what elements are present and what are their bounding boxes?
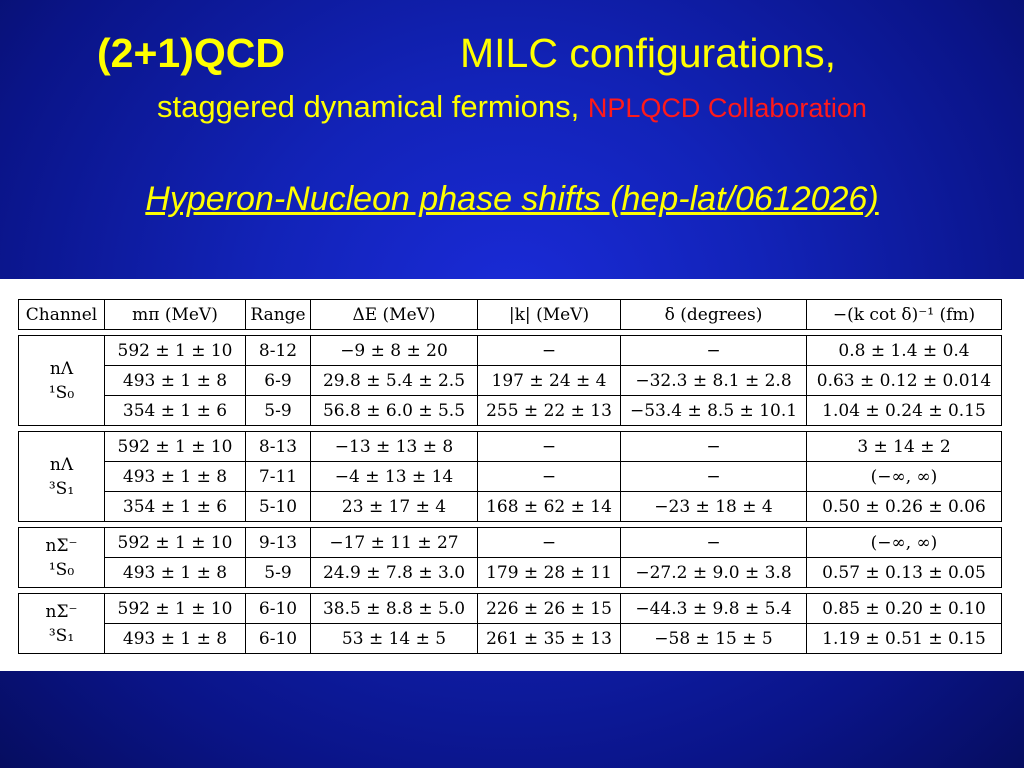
range-cell: 7-11: [246, 462, 311, 492]
channel-cell: [19, 336, 105, 426]
range-cell: 8-12: [246, 336, 311, 366]
channel-name: nΛ: [49, 454, 74, 475]
phase-shift-cell: −27.2 ± 9.0 ± 3.8: [621, 558, 807, 588]
table-row: [19, 558, 1002, 588]
inverse-kcot-cell: 1.04 ± 0.24 ± 0.15: [807, 396, 1002, 426]
inverse-kcot-cell: 3 ± 14 ± 2: [807, 432, 1002, 462]
channel-state: ¹S₀: [48, 382, 75, 403]
momentum-cell: 168 ± 62 ± 14: [478, 492, 621, 522]
phase-shift-cell: −58 ± 15 ± 5: [621, 624, 807, 654]
energy-shift-cell: −17 ± 11 ± 27: [311, 528, 478, 558]
pion-mass-cell: 493 ± 1 ± 8: [105, 366, 246, 396]
momentum-cell: 226 ± 26 ± 15: [478, 594, 621, 624]
phase-shift-cell: −32.3 ± 8.1 ± 2.8: [621, 366, 807, 396]
phase-shift-cell: −53.4 ± 8.5 ± 10.1: [621, 396, 807, 426]
inverse-kcot-cell: 0.50 ± 0.26 ± 0.06: [807, 492, 1002, 522]
header-inverse-kcot: −(k cot δ)⁻¹ (fm): [807, 300, 1002, 330]
energy-shift-cell: −13 ± 13 ± 8: [311, 432, 478, 462]
table-row: [19, 396, 1002, 426]
range-cell: 6-9: [246, 366, 311, 396]
range-cell: 9-13: [246, 528, 311, 558]
header-phase-shift: δ (degrees): [621, 300, 807, 330]
channel-cell: [19, 594, 105, 654]
energy-shift-cell: 23 ± 17 ± 4: [311, 492, 478, 522]
energy-shift-cell: 56.8 ± 6.0 ± 5.5: [311, 396, 478, 426]
range-cell: 5-10: [246, 492, 311, 522]
slide-title-line2: [0, 88, 1024, 127]
pion-mass-cell: 592 ± 1 ± 10: [105, 594, 246, 624]
momentum-cell: 197 ± 24 ± 4: [478, 366, 621, 396]
inverse-kcot-cell: 0.8 ± 1.4 ± 0.4: [807, 336, 1002, 366]
inverse-kcot-cell: 1.19 ± 0.51 ± 0.15: [807, 624, 1002, 654]
table-row: [19, 432, 1002, 462]
range-cell: 5-9: [246, 396, 311, 426]
table-row: [19, 528, 1002, 558]
energy-shift-cell: 24.9 ± 7.8 ± 3.0: [311, 558, 478, 588]
channel-cell: [19, 528, 105, 588]
table-panel: [0, 279, 1024, 671]
phase-shift-cell: −: [621, 462, 807, 492]
header-channel: Channel: [19, 300, 105, 330]
channel-name: nΣ⁻: [45, 535, 78, 556]
table-row: [19, 366, 1002, 396]
phase-shift-cell: −: [621, 432, 807, 462]
title-milc: MILC configurations,: [460, 30, 837, 76]
channel-state: ³S₁: [48, 478, 75, 499]
inverse-kcot-cell: (−∞, ∞): [807, 462, 1002, 492]
pion-mass-cell: 493 ± 1 ± 8: [105, 462, 246, 492]
channel-state: ³S₁: [48, 625, 75, 646]
inverse-kcot-cell: (−∞, ∞): [807, 528, 1002, 558]
pion-mass-cell: 592 ± 1 ± 10: [105, 528, 246, 558]
phase-shift-cell: −: [621, 336, 807, 366]
pion-mass-cell: 493 ± 1 ± 8: [105, 558, 246, 588]
energy-shift-cell: 53 ± 14 ± 5: [311, 624, 478, 654]
pion-mass-cell: 354 ± 1 ± 6: [105, 396, 246, 426]
header-energy-shift: ΔE (MeV): [311, 300, 478, 330]
phase-shift-cell: −: [621, 528, 807, 558]
table-row: [19, 624, 1002, 654]
momentum-cell: 261 ± 35 ± 13: [478, 624, 621, 654]
pion-mass-cell: 354 ± 1 ± 6: [105, 492, 246, 522]
phase-shift-cell: −23 ± 18 ± 4: [621, 492, 807, 522]
channel-state: ¹S₀: [48, 559, 75, 580]
header-momentum: |k| (MeV): [478, 300, 621, 330]
table-header-row: [19, 300, 1002, 330]
momentum-cell: −: [478, 462, 621, 492]
header-pion-mass: mπ (MeV): [105, 300, 246, 330]
momentum-cell: 255 ± 22 ± 13: [478, 396, 621, 426]
momentum-cell: 179 ± 28 ± 11: [478, 558, 621, 588]
table-row: [19, 594, 1002, 624]
energy-shift-cell: −9 ± 8 ± 20: [311, 336, 478, 366]
table-row: [19, 462, 1002, 492]
phase-shift-table: [18, 299, 1002, 654]
pion-mass-cell: 493 ± 1 ± 8: [105, 624, 246, 654]
channel-name: nΣ⁻: [45, 601, 78, 622]
inverse-kcot-cell: 0.63 ± 0.12 ± 0.014: [807, 366, 1002, 396]
inverse-kcot-cell: 0.57 ± 0.13 ± 0.05: [807, 558, 1002, 588]
slide-subtitle: Hyperon-Nucleon phase shifts (hep-lat/0612026): [145, 180, 879, 218]
range-cell: 6-10: [246, 594, 311, 624]
momentum-cell: −: [478, 528, 621, 558]
channel-cell: [19, 432, 105, 522]
energy-shift-cell: 38.5 ± 8.8 ± 5.0: [311, 594, 478, 624]
range-cell: 8-13: [246, 432, 311, 462]
inverse-kcot-cell: 0.85 ± 0.20 ± 0.10: [807, 594, 1002, 624]
momentum-cell: −: [478, 432, 621, 462]
pion-mass-cell: 592 ± 1 ± 10: [105, 432, 246, 462]
slide-title: [0, 28, 1024, 78]
table-row: [19, 492, 1002, 522]
title-qcd: (2+1)QCD: [97, 30, 285, 76]
pion-mass-cell: 592 ± 1 ± 10: [105, 336, 246, 366]
title-fermions: staggered dynamical fermions,: [157, 89, 580, 124]
phase-shift-cell: −44.3 ± 9.8 ± 5.4: [621, 594, 807, 624]
channel-name: nΛ: [49, 358, 74, 379]
energy-shift-cell: −4 ± 13 ± 14: [311, 462, 478, 492]
header-range: Range: [246, 300, 311, 330]
table-row: [19, 336, 1002, 366]
energy-shift-cell: 29.8 ± 5.4 ± 2.5: [311, 366, 478, 396]
momentum-cell: −: [478, 336, 621, 366]
title-collaboration: NPLQCD Collaboration: [587, 93, 867, 123]
range-cell: 5-9: [246, 558, 311, 588]
range-cell: 6-10: [246, 624, 311, 654]
